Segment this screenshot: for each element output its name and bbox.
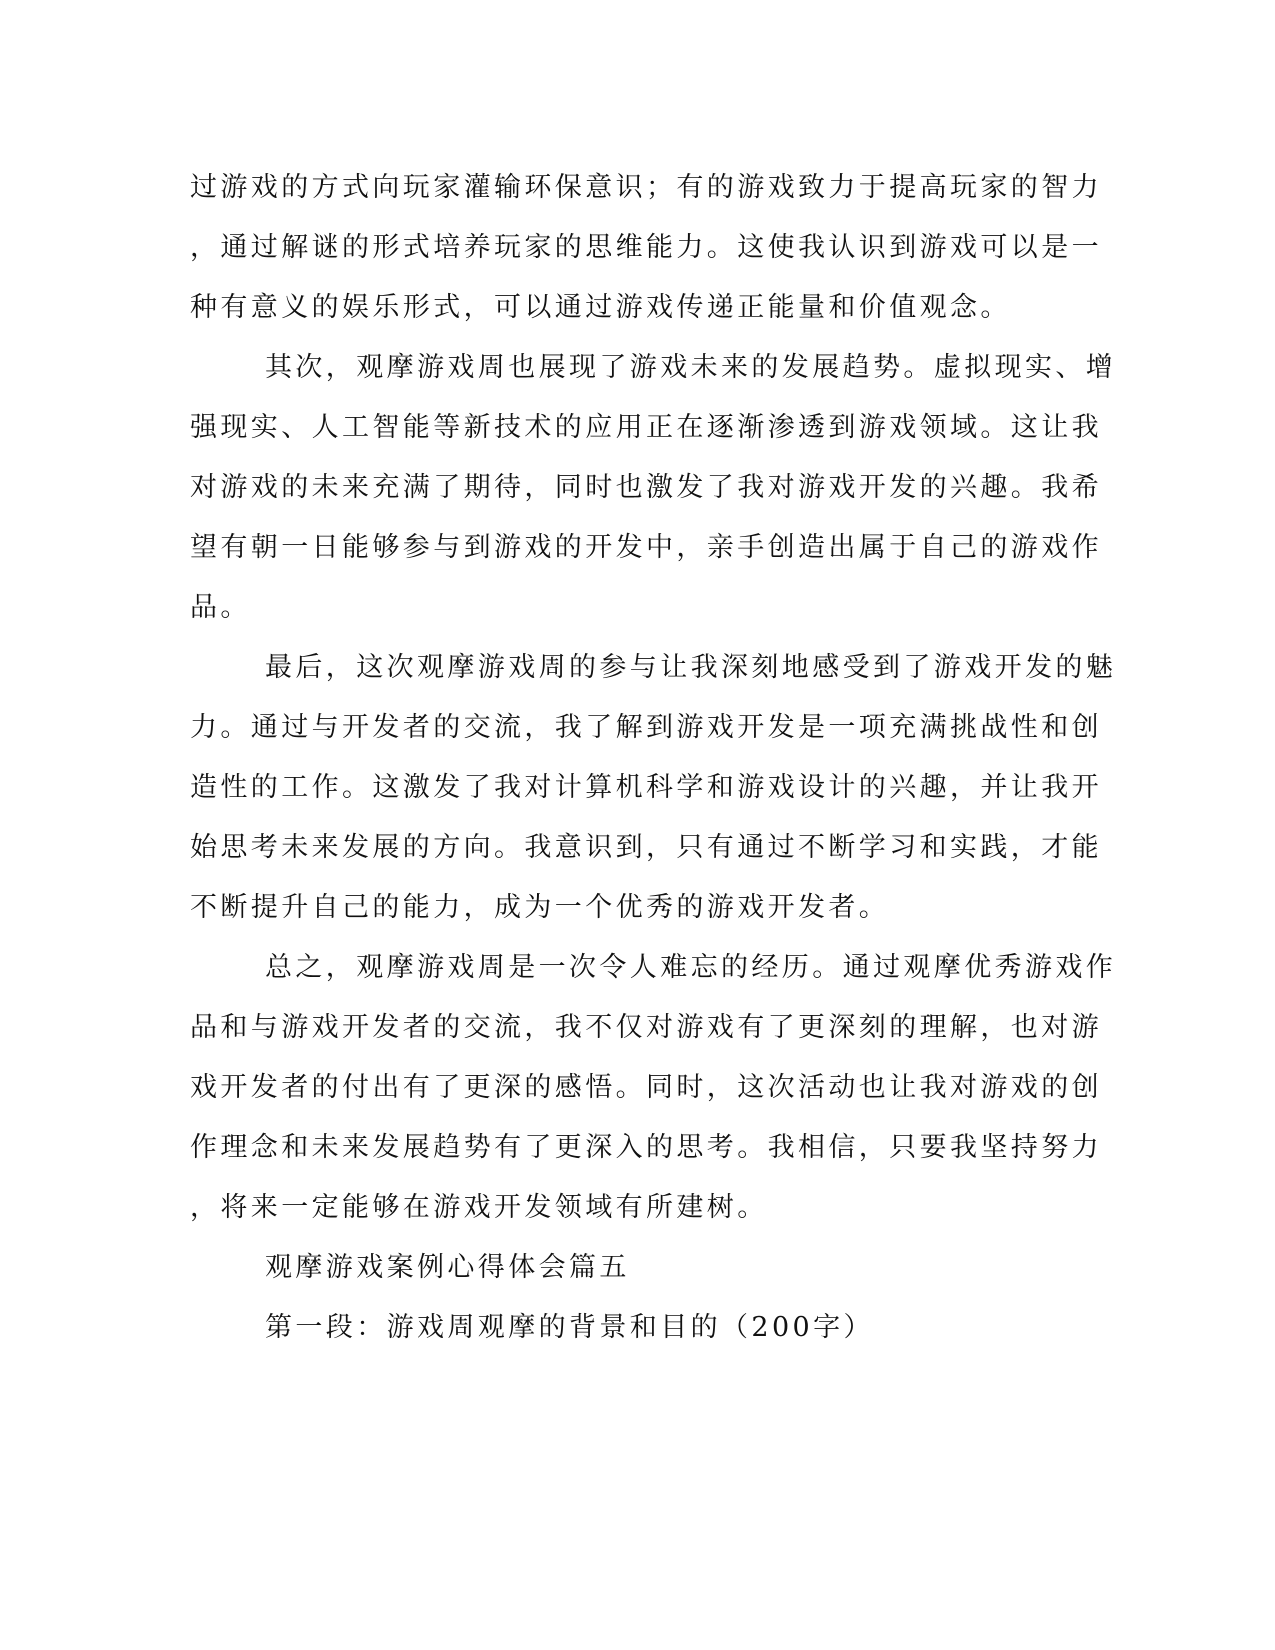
text-line: 对游戏的未来充满了期待，同时也激发了我对游戏开发的兴趣。我希 bbox=[190, 472, 1102, 503]
text-line: 造性的工作。这激发了我对计算机科学和游戏设计的兴趣，并让我开 bbox=[190, 772, 1102, 803]
text-line: 品。 bbox=[190, 592, 251, 623]
text-line: 始思考未来发展的方向。我意识到，只有通过不断学习和实践，才能 bbox=[190, 832, 1102, 863]
text-line: 强现实、人工智能等新技术的应用正在逐渐渗透到游戏领域。这让我 bbox=[190, 412, 1102, 443]
text-line: 望有朝一日能够参与到游戏的开发中，亲手创造出属于自己的游戏作 bbox=[190, 532, 1102, 563]
text-line: ，通过解谜的形式培养玩家的思维能力。这使我认识到游戏可以是一 bbox=[190, 232, 1102, 263]
paragraph-start-line: 最后，这次观摩游戏周的参与让我深刻地感受到了游戏开发的魅 bbox=[265, 652, 1117, 683]
text-line: 品和与游戏开发者的交流，我不仅对游戏有了更深刻的理解，也对游 bbox=[190, 1012, 1102, 1043]
text-line: 戏开发者的付出有了更深的感悟。同时，这次活动也让我对游戏的创 bbox=[190, 1072, 1102, 1103]
text-line: 力。通过与开发者的交流，我了解到游戏开发是一项充满挑战性和创 bbox=[190, 712, 1102, 743]
text-line: 不断提升自己的能力，成为一个优秀的游戏开发者。 bbox=[190, 892, 890, 923]
section-title: 观摩游戏案例心得体会篇五 bbox=[265, 1252, 630, 1283]
section-subheading: 第一段：游戏周观摩的背景和目的（200字） bbox=[265, 1312, 874, 1343]
text-line: 过游戏的方式向玩家灌输环保意识；有的游戏致力于提高玩家的智力 bbox=[190, 172, 1102, 203]
text-line: 作理念和未来发展趋势有了更深入的思考。我相信，只要我坚持努力 bbox=[190, 1132, 1102, 1163]
text-line: 种有意义的娱乐形式，可以通过游戏传递正能量和价值观念。 bbox=[190, 292, 1011, 323]
paragraph-start-line: 总之，观摩游戏周是一次令人难忘的经历。通过观摩优秀游戏作 bbox=[265, 952, 1117, 983]
paragraph-start-line: 其次，观摩游戏周也展现了游戏未来的发展趋势。虚拟现实、增 bbox=[265, 352, 1117, 383]
text-line: ，将来一定能够在游戏开发领域有所建树。 bbox=[190, 1192, 768, 1223]
